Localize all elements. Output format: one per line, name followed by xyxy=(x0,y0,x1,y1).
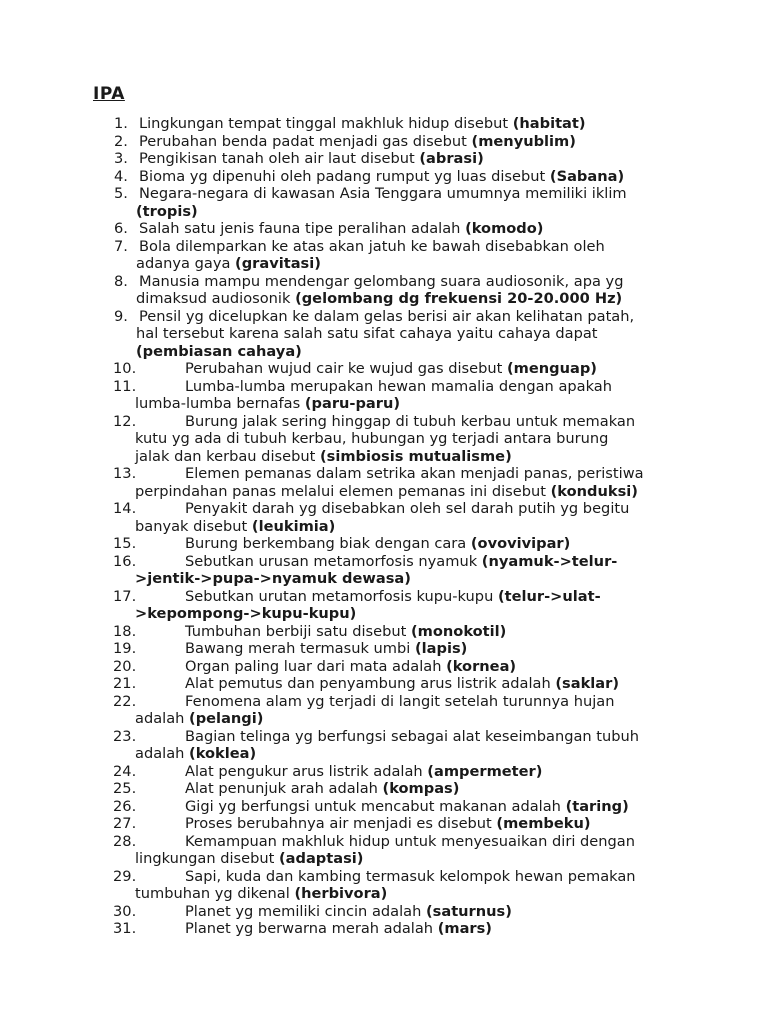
question-text: Sapi, kuda dan kambing termasuk kelompok hewan pemakan xyxy=(185,867,636,885)
item-number: 1. xyxy=(114,115,128,132)
list-item xyxy=(0,868,768,903)
question-text: lumba-lumba bernafas xyxy=(135,395,305,412)
item-line-cont xyxy=(0,343,768,361)
answer-text: (pembiasan cahaya) xyxy=(136,342,302,360)
list-item xyxy=(0,150,768,168)
list-item xyxy=(0,833,768,868)
list-item xyxy=(0,553,768,588)
question-text: Alat penunjuk arah adalah xyxy=(185,780,383,797)
list-item xyxy=(0,378,768,413)
answer-text: (menguap) xyxy=(507,360,597,377)
question-text: Bawang merah termasuk umbi xyxy=(185,640,415,657)
question-text: Organ paling luar dari mata adalah xyxy=(185,657,447,675)
item-number: 6. xyxy=(114,220,128,237)
list-item xyxy=(0,413,768,466)
item-line-cont xyxy=(0,885,768,903)
answer-text: (abrasi) xyxy=(419,150,484,167)
list-item xyxy=(0,623,768,641)
list-item xyxy=(0,658,768,676)
question-text: Lingkungan tempat tinggal makhluk hidup disebut xyxy=(139,115,513,132)
list-item xyxy=(0,185,768,220)
question-text: Perubahan wujud cair ke wujud gas disebut xyxy=(185,360,508,377)
item-number: 17. xyxy=(113,587,137,605)
question-text: Tumbuhan berbiji satu disebut xyxy=(185,622,411,640)
item-line-cont xyxy=(0,325,768,343)
answer-text: (konduksi) xyxy=(550,482,638,500)
item-number: 28. xyxy=(113,832,137,850)
item-number: 10. xyxy=(113,360,137,377)
question-text: Perubahan benda padat menjadi gas disebut xyxy=(139,132,472,150)
answer-text: (pelangi) xyxy=(189,710,264,727)
item-line-cont xyxy=(0,850,768,868)
item-number: 26. xyxy=(113,797,137,815)
answer-text: (tropis) xyxy=(136,202,198,220)
list-item xyxy=(0,238,768,273)
answer-text: >kepompong->kupu-kupu) xyxy=(135,605,357,622)
answer-text: (saklar) xyxy=(555,675,619,692)
answer-text: (simbiosis mutualisme) xyxy=(319,447,512,465)
item-line-cont xyxy=(0,430,768,448)
list-item xyxy=(0,728,768,763)
question-text: Gigi yg berfungsi untuk mencabut makanan adalah xyxy=(185,797,566,815)
question-text: Bioma yg dipenuhi oleh padang rumput yg luas disebut xyxy=(139,167,550,185)
item-line-cont xyxy=(0,290,768,308)
item-number: 9. xyxy=(114,307,128,325)
list-item xyxy=(0,465,768,500)
answer-text: >jentik->pupa->nyamuk dewasa) xyxy=(135,570,411,587)
item-number: 11. xyxy=(113,377,137,395)
list-item xyxy=(0,815,768,833)
answer-text: (taring) xyxy=(565,797,629,815)
question-text: adanya gaya xyxy=(136,255,236,272)
answer-text: (gravitasi) xyxy=(235,255,321,272)
item-line-cont xyxy=(0,745,768,763)
list-item xyxy=(0,798,768,816)
answer-text: (koklea) xyxy=(189,745,257,762)
list-item xyxy=(0,763,768,781)
item-number: 31. xyxy=(113,920,137,937)
answer-text: (lapis) xyxy=(414,640,468,657)
answer-text: (komodo) xyxy=(465,220,544,237)
question-text: Sebutkan urutan metamorfosis kupu-kupu xyxy=(185,587,498,605)
list-item xyxy=(0,273,768,308)
item-number: 27. xyxy=(113,815,137,832)
question-text: kutu yg ada di tubuh kerbau, hubungan yg terjadi antara burung xyxy=(135,430,609,447)
item-line-cont xyxy=(0,570,768,588)
question-list xyxy=(0,115,768,938)
item-number: 2. xyxy=(114,132,128,150)
item-number: 29. xyxy=(113,867,137,885)
item-number: 4. xyxy=(114,167,128,185)
answer-text: (paru-paru) xyxy=(304,395,401,412)
list-item xyxy=(0,780,768,798)
question-text: Planet yg berwarna merah adalah xyxy=(185,920,438,937)
item-line-cont xyxy=(0,518,768,536)
item-number: 21. xyxy=(113,675,137,692)
answer-text: (Sabana) xyxy=(549,167,625,185)
item-number: 20. xyxy=(113,657,137,675)
question-text: adalah xyxy=(135,745,190,762)
item-line-cont xyxy=(0,448,768,466)
item-number: 25. xyxy=(113,780,137,797)
list-item xyxy=(0,675,768,693)
question-text: Fenomena alam yg terjadi di langit setelah turunnya hujan xyxy=(185,692,615,710)
answer-text: (adaptasi) xyxy=(279,850,364,867)
item-number: 16. xyxy=(113,552,137,570)
question-text: Elemen pemanas dalam setrika akan menjadi panas, peristiwa xyxy=(185,465,644,482)
answer-text: (ampermeter) xyxy=(427,762,543,780)
question-text: hal tersebut karena salah satu sifat cahaya yaitu cahaya dapat xyxy=(136,325,598,342)
answer-text: (monokotil) xyxy=(411,622,507,640)
answer-text: (menyublim) xyxy=(471,132,576,150)
page-title: IPA xyxy=(93,84,125,104)
item-number: 23. xyxy=(113,727,137,745)
list-item xyxy=(0,903,768,921)
question-text: Burung berkembang biak dengan cara xyxy=(185,535,471,552)
answer-text: (ovovivipar) xyxy=(470,535,571,552)
answer-text: (saturnus) xyxy=(425,902,512,920)
item-number: 13. xyxy=(113,465,137,482)
question-text: Negara-negara di kawasan Asia Tenggara umumnya memiliki iklim xyxy=(139,185,627,202)
item-number: 8. xyxy=(114,272,128,290)
item-line-cont xyxy=(0,710,768,728)
question-text: Alat pengukur arus listrik adalah xyxy=(185,762,428,780)
item-number: 19. xyxy=(113,640,137,657)
answer-text: (telur->ulat- xyxy=(497,587,601,605)
item-number: 3. xyxy=(114,150,128,167)
question-text: dimaksud audiosonik xyxy=(136,290,296,307)
item-number: 24. xyxy=(113,762,137,780)
item-number: 15. xyxy=(113,535,137,552)
answer-text: (habitat) xyxy=(512,115,586,132)
list-item xyxy=(0,133,768,151)
item-number: 18. xyxy=(113,622,137,640)
list-item xyxy=(0,168,768,186)
question-text: perpindahan panas melalui elemen pemanas ini disebut xyxy=(135,482,551,500)
list-item xyxy=(0,535,768,553)
answer-text: (kornea) xyxy=(446,657,517,675)
list-item xyxy=(0,640,768,658)
list-item xyxy=(0,220,768,238)
item-number: 30. xyxy=(113,902,137,920)
question-text: Sebutkan urusan metamorfosis nyamuk xyxy=(185,552,482,570)
question-text: Lumba-lumba merupakan hewan mamalia dengan apakah xyxy=(185,377,612,395)
item-line-cont xyxy=(0,203,768,221)
list-item xyxy=(0,693,768,728)
item-number: 5. xyxy=(114,185,128,202)
question-text: Planet yg memiliki cincin adalah xyxy=(185,902,426,920)
question-text: Penyakit darah yg disebabkan oleh sel darah putih yg begitu xyxy=(185,500,630,517)
item-line-cont xyxy=(0,395,768,413)
list-item xyxy=(0,115,768,133)
item-number: 12. xyxy=(113,412,137,430)
item-line-cont xyxy=(0,605,768,623)
question-text: lingkungan disebut xyxy=(135,850,279,867)
question-text: Bagian telinga yg berfungsi sebagai alat keseimbangan tubuh xyxy=(185,727,640,745)
answer-text: (membeku) xyxy=(496,815,591,832)
answer-text: (kompas) xyxy=(382,780,460,797)
question-text: Alat pemutus dan penyambung arus listrik adalah xyxy=(185,675,556,692)
question-text: Bola dilemparkan ke atas akan jatuh ke bawah disebabkan oleh xyxy=(139,237,605,255)
question-text: Pensil yg dicelupkan ke dalam gelas berisi air akan kelihatan patah, xyxy=(139,307,635,325)
item-number: 7. xyxy=(114,237,128,255)
question-text: Proses berubahnya air menjadi es disebut xyxy=(185,815,497,832)
question-text: Salah satu jenis fauna tipe peralihan adalah xyxy=(139,220,466,237)
list-item xyxy=(0,920,768,938)
question-text: banyak disebut xyxy=(135,517,252,535)
answer-text: (mars) xyxy=(437,920,492,937)
answer-text: (leukimia) xyxy=(251,517,336,535)
answer-text: (herbivora) xyxy=(294,885,388,902)
item-line-cont xyxy=(0,255,768,273)
question-text: adalah xyxy=(135,710,190,727)
item-number: 22. xyxy=(113,692,137,710)
question-text: tumbuhan yg dikenal xyxy=(135,885,295,902)
list-item xyxy=(0,360,768,378)
answer-text: (gelombang dg frekuensi 20-20.000 Hz) xyxy=(295,290,623,307)
question-text: Manusia mampu mendengar gelombang suara audiosonik, apa yg xyxy=(139,272,624,290)
question-text: Burung jalak sering hinggap di tubuh kerbau untuk memakan xyxy=(185,412,636,430)
answer-text: (nyamuk->telur- xyxy=(481,552,618,570)
question-text: Kemampuan makhluk hidup untuk menyesuaikan diri dengan xyxy=(185,832,635,850)
list-item xyxy=(0,308,768,361)
list-item xyxy=(0,500,768,535)
list-item xyxy=(0,588,768,623)
question-text: Pengikisan tanah oleh air laut disebut xyxy=(139,150,420,167)
question-text: jalak dan kerbau disebut xyxy=(135,447,320,465)
item-number: 14. xyxy=(113,500,137,517)
item-line-cont xyxy=(0,483,768,501)
